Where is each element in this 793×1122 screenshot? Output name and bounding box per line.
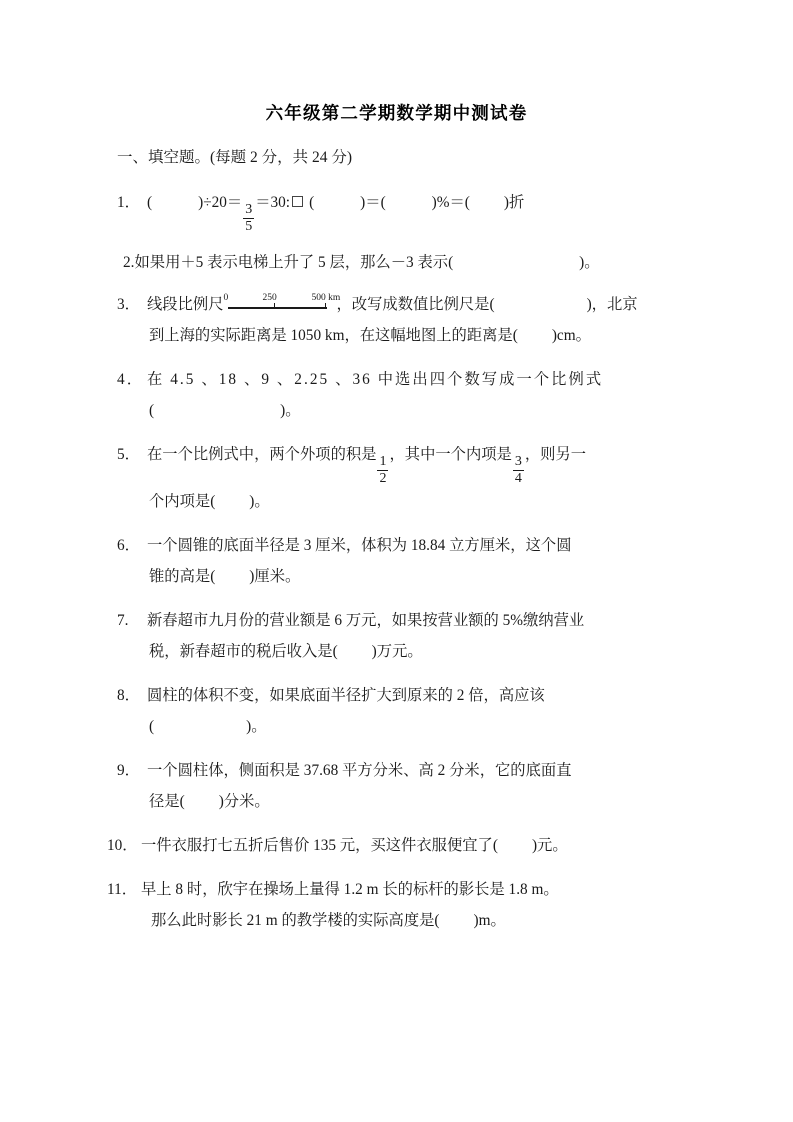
scale-label-0: 0 [223, 293, 229, 304]
question-9-number: 9． [117, 761, 140, 779]
question-8-line-1 [117, 680, 677, 711]
question-6 [117, 530, 677, 592]
q11-text-b: 那么此时影长 21 m 的教学楼的实际高度是( [151, 911, 440, 929]
question-2-number: 2. [123, 253, 135, 271]
q5-text-d: 个内项是( [149, 492, 216, 510]
q5-fraction-one-half [377, 455, 388, 486]
q9-text-b: 径是( [149, 792, 185, 810]
question-10-line-1 [107, 830, 677, 861]
q3-text-c: )，北京 [586, 295, 638, 313]
q3-text-d: 到上海的实际距离是 1050 km，在这幅地图上的距离是( [149, 326, 518, 344]
q5-text-a: 在一个比例式中，两个外项的积是 [147, 445, 377, 463]
question-10-number: 10． [107, 836, 138, 854]
question-6-line-1 [117, 530, 677, 561]
q10-text-b: )元。 [531, 836, 568, 854]
question-3-line-1 [117, 289, 677, 320]
question-9-line-1 [117, 755, 677, 786]
q1-zhe: )折 [503, 194, 525, 211]
question-8 [117, 680, 677, 742]
q5-text-b: ，其中一个内项是 [389, 445, 512, 463]
question-7 [117, 605, 677, 667]
question-1 [117, 187, 677, 234]
q4-close-paren: )。 [280, 401, 301, 419]
q11-text-a: 早上 8 时，欣宇在操场上量得 1.2 m 长的标杆的影长是 1.8 m。 [141, 880, 559, 898]
scale-tick-250 [274, 303, 275, 309]
question-5-number: 5． [117, 445, 140, 463]
question-4-line-1 [117, 364, 677, 395]
scale-bar-graphic [223, 292, 341, 312]
q10-text-a: 一件衣服打七五折后售价 135 元，买这件衣服便宜了( [141, 836, 498, 854]
q3-text-e: )cm。 [551, 326, 591, 344]
q8-open-paren: ( [149, 717, 155, 735]
q3-text-b: ，改写成数值比例尺是( [336, 295, 495, 313]
q2-close: )。 [579, 253, 600, 271]
q8-text-a: 圆柱的体积不变，如果底面半径扩大到原来的 2 倍，高应该 [147, 686, 545, 704]
q7-text-b: 税，新春超市的税后收入是( [149, 642, 338, 660]
question-7-number: 7. [117, 611, 129, 629]
question-11-line-1 [107, 874, 677, 905]
q5-text-e: )。 [249, 492, 270, 510]
scale-label-500: 500 km [311, 293, 341, 304]
q7-text-c: )万元。 [371, 642, 423, 660]
q6-text-a: 一个圆锥的底面半径是 3 厘米，体积为 18.84 立方厘米，这个圆 [147, 536, 572, 554]
q2-text: 如果用＋5 表示电梯上升了 5 层，那么－3 表示( [134, 253, 454, 271]
q9-text-c: )分米。 [218, 792, 270, 810]
q1-div20: )÷20＝ [198, 194, 243, 211]
question-11-number: 11． [107, 880, 138, 898]
question-5-line-1 [117, 439, 677, 486]
q1-fraction-denominator: 5 [245, 218, 253, 234]
question-10 [107, 830, 677, 861]
q7-text-a: 新春超市九月份的营业额是 6 万元，如果按营业额的 5%缴纳营业 [147, 611, 585, 629]
scale-axis-line [228, 307, 327, 308]
question-3-number: 3． [117, 295, 140, 313]
question-6-number: 6． [117, 536, 140, 554]
question-5-line-2 [117, 486, 677, 517]
section-heading-fill-in-blanks: 一、填空题。(每题 2 分，共 24 分) [117, 149, 353, 166]
question-7-line-2 [117, 636, 677, 667]
q1-fraction-numerator: 3 [245, 201, 253, 217]
question-6-line-2 [117, 561, 677, 592]
question-11-line-2 [117, 905, 677, 936]
q1-open-paren-2: ( [309, 194, 315, 211]
page-title: 六年级第二学期数学期中测试卷 [265, 104, 528, 124]
q1-ratio-30: ＝30: [255, 194, 291, 211]
question-2-line [117, 247, 677, 278]
scale-tick-500 [325, 303, 326, 309]
q1-fraction-three-fifths [243, 203, 254, 234]
q6-text-c: )厘米。 [249, 567, 301, 585]
q5-fraction1-denominator: 2 [379, 470, 387, 486]
question-5 [117, 439, 677, 517]
empty-box-icon[interactable] [292, 196, 303, 207]
q4-text: 在 4.5 、18 、9 、2.25 、36 中选出四个数写成一个比例式 [147, 370, 604, 388]
scale-label-250: 250 [262, 293, 277, 304]
question-8-number: 8． [117, 686, 140, 704]
question-1-number: 1． [117, 194, 140, 211]
question-9-line-2 [117, 786, 677, 817]
q8-close-paren: )。 [246, 717, 267, 735]
question-9 [117, 755, 677, 817]
exam-body [107, 145, 677, 949]
question-4-number: 4． [117, 370, 145, 388]
question-3-line-2 [117, 320, 677, 351]
question-3 [117, 289, 677, 351]
q4-open-paren: ( [149, 401, 155, 419]
q1-percent-paren: )%＝( [431, 194, 470, 211]
question-4-line-2 [117, 395, 677, 426]
q6-text-b: 锥的高是( [149, 567, 216, 585]
q5-fraction-three-quarters [513, 455, 524, 486]
q9-text-a: 一个圆柱体，侧面积是 37.68 平方分米、高 2 分米，它的底面直 [147, 761, 572, 779]
q5-fraction2-numerator: 3 [514, 453, 522, 469]
question-2 [117, 247, 677, 278]
question-11 [107, 874, 677, 936]
q5-text-c: ，则另一 [524, 445, 587, 463]
question-4 [117, 364, 677, 426]
q11-text-c: )m。 [473, 911, 506, 929]
question-8-line-2 [117, 711, 677, 742]
q5-fraction1-numerator: 1 [379, 453, 387, 469]
q1-open-paren: ( [147, 194, 153, 211]
question-7-line-1 [117, 605, 677, 636]
q3-text-a: 线段比例尺 [147, 295, 224, 313]
q1-eq-paren: )＝( [360, 194, 386, 211]
q5-fraction2-denominator: 4 [514, 470, 522, 486]
question-1-line [117, 187, 677, 234]
